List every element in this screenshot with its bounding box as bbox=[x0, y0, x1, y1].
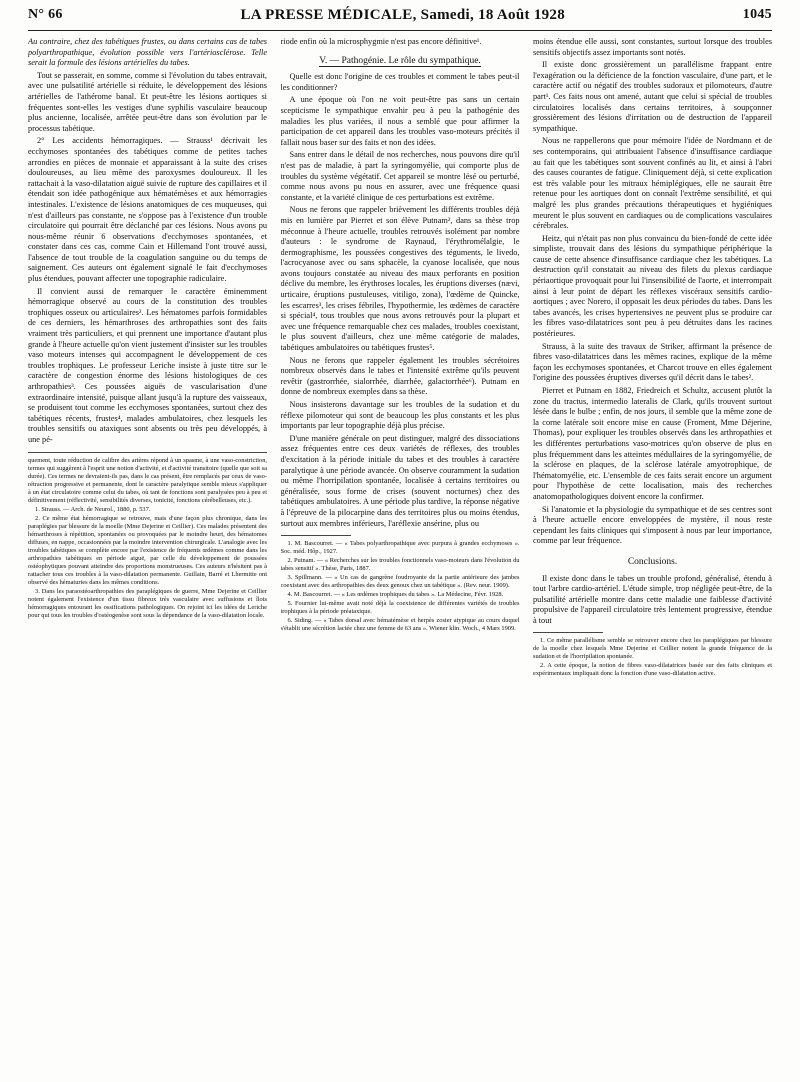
conclusions-heading: Conclusions. bbox=[627, 556, 678, 567]
paragraph: Il convient aussi de remarquer le caractère éminemment hémorragique observé au cours de la constitution des troubles trophiques osseux ou articulaires². Les hématomes parfois formidables de ces derniers, les hémarthroses des arthropathies sont des faits vraiment très particuliers, et qui prennent une importance d'autant plus grande à l'heure actuelle qu'on vient justement d'insister sur les troubles vaso moteurs intenses qui accompagnent le développement de ces troubles trophiques. Le professeur Leriche insiste à juste titre sur le caractère de congestion énorme des lésions histologiques de ces arthropathies³. Ces poussées aiguës de vascularisation d'une extraordinaire intensité, puisque allant jusqu'à la rupture des vaisseaux, se produisent tout comme les ecchymoses spontanées, surtout chez des tabétiques récents, frustes⁴, malades ambulatoires, chez lesquels les troubles sensitifs ou ataxiques sont absents ou très peu développés, à une pé- bbox=[28, 286, 267, 444]
paragraph: moins étendue elle aussi, sont constantes, surtout lorsque des troubles sensitifs objectifs assez importants sont notés. bbox=[533, 37, 772, 57]
paragraph: Nous ne rappellerons que pour mémoire l'idée de Nordmann et de ses contemporains, qui attribuaient l'absence d'insuffisance cardiaque au fait que les tabétiques sont souvent confinés au lit, et ainsi à l'abri des causes courantes de fatigue. Cliniquement déjà, si cette explication est très valable pour les mitraux hémiplégiques, elle ne saurait être retenue pour les aortiques dont on connaît l'extrême sensibilité, et qui malgré les plus grandes précautions thérapeutiques et hygiéniques meurent le plus souvent en cardiaques ou de complications vasculaires cérébrales. bbox=[533, 136, 772, 231]
intro-paragraph: Au contraire, chez des tabétiques frustes, ou dans certains cas de tabes polyarthropathique, évolution possible vers l'artériosclérose. Telle serait la formule des lésions artérielles du tabes. bbox=[28, 37, 267, 68]
section-heading-text: V. — Pathogénie. Le rôle du sympathique. bbox=[319, 55, 481, 66]
footnote: 2. A cette époque, la notion de fibres vaso-dilatatrices basée sur des faits cliniques et expérimentaux impliquait donc la fonction d'une vaso-dilatation active. bbox=[533, 662, 772, 678]
paragraph: Tout se passerait, en somme, comme si l'évolution du tabes entravait, avec une pulsatilité artérielle si réduite, le développement des lésions artérielles de l'athérome banal. Et peut-être les lésions aortiques si fréquentes sont-elles les vestiges d'une syphilis vasculaire beaucoup plus ancienne, localisée, arrêtée peut-être dans son évolution par le processus tabétique. bbox=[28, 70, 267, 133]
paragraph: Strauss, à la suite des travaux de Striker, affirmant la présence de fibres vaso-dilatatrices dans les mêmes racines, explique de la même façon les ecchymoses spontanées, et Charcot trouve en elles également l'origine des poussées éruptives diverses qu'il décrit dans le tabes². bbox=[533, 341, 772, 383]
page-number: 1045 bbox=[742, 7, 772, 22]
footnotes bbox=[281, 540, 520, 633]
paragraph: Si l'anatomie et la physiologie du sympathique et de ses centres sont à l'heure actuelle encore enveloppées de mystère, il nous reste cependant les faits cliniques qui s'imposent à nous par leur importance, comme par leur fréquence. bbox=[533, 504, 772, 546]
footnotes bbox=[28, 457, 267, 620]
footnote: 1. M. Bascourret. — « Tabes polyarthropathique avec purpura à grandes ecchymoses ». Soc. méd. Hôp., 1927. bbox=[280, 540, 520, 556]
publication-title: LA PRESSE MÉDICALE, Samedi, 18 Août 1928 bbox=[240, 6, 566, 23]
paragraph: Heitz, qui n'était pas non plus convaincu du bien-fondé de cette idée simpliste, trouvait dans des lésions du sympathique périphérique la cause de cette absence d'insuffisance cardiaque chez les tabétiques. La destruction qu'il constatait au niveau des filets du plexus cardiaque périaortique provoquait pour lui l'insensibilité de l'aorte, et interrompait ainsi à leur point de départ les réflexes viscéraux sensitifs cardio-aortiques ; avec Norero, il opposait les deux périodes du tabes. Dans les tabes avancés, les crises hypertensives ne peuvent plus se produire car les fibres vaso-dilatatrices sont peu à peu détruites dans les racines postérieures. bbox=[533, 233, 772, 339]
footnote: 5. Fournier lui-même avait noté déjà la coexistence de différentes variétés de troubles trophiques à la période préataxique. bbox=[280, 600, 520, 616]
paragraph: Nous ne ferons que rappeler également les troubles sécrétoires nombreux observés dans le tabes et l'intensité extrême qu'ils peuvent revêtir (gastrorrhée, sialorrhée, diarrhée, galactorrhée⁶). Putnam en donne de nombreux exemples dans sa thèse. bbox=[280, 355, 520, 397]
paragraph: Quelle est donc l'origine de ces troubles et comment le tabes peut-il les conditionner? bbox=[280, 72, 520, 92]
footnote: 6. Siding. — « Tabes dorsal avec hématémèse et herpès zoster atypique au cours duquel s'établit une sécrétion lactée chez une femme de 63 ans ». Wiener klin. Woch., 4 Mars 1909. bbox=[280, 617, 520, 633]
issue-number: N° 66 bbox=[28, 7, 63, 22]
paragraph: A une époque où l'on ne voit peut-être pas sans un certain scepticisme le sympathique envahir peu à peu la pathogénie des maladies les plus variées, il nous a semblé que pour affirmer la participation de cet appareil dans les troubles vaso-moteurs précités il fallait nous baser sur des faits et non des idées. bbox=[280, 95, 520, 147]
paragraph: 2° Les accidents hémorragiques. — Strauss¹ décrivait les ecchymoses spontanées des tabétiques comme de petites taches arrondies en pièces de monnaie et apparaissant à la suite des crises douloureuses, au lieu même des paroxysmes douloureux. Il les rattachait à la vaso-dilatation aiguë suivie de rupture des capillaires et il étendait son idée pathogénique aux hématémèses et aux hémorragies intestinales. L'existence de lésions anatomiques de ces muqueuses, qui n'est d'ailleurs pas constante, ne s'oppose pas à l'existence d'un trouble circulatoire qui pourrait être déclanché par ces lésions. Nous avons pu nous-même réunir 6 observations d'ecchymoses spontanées, et constater dans ces cas, comme Cain et Hillemand l'ont trouvé aussi, l'absence de tout trouble de la coagulation sanguine ou du temps de saignement. Ces auteurs ont également signalé le fait d'ecchymoses plus étendues, pouvant affecter une topographie radiculaire. bbox=[28, 136, 267, 284]
footnotes bbox=[533, 637, 772, 678]
footnote-divider bbox=[533, 632, 603, 633]
paragraph: Il existe donc grossièrement un parallélisme frappant entre l'exagération ou la déficience de la fonction vasculaire, d'une part, et le caractère actif ou négatif des troubles sudoraux et pilomoteurs, d'autre part¹. Ces faits nous ont amené, autant que celui si spécial de troubles circulatoires localisés dans certains territoires, à soupçonner grossièrement des lésions d'irritation ou de destruction de l'appareil sympathique. bbox=[533, 60, 772, 133]
page-header bbox=[28, 0, 772, 31]
paragraph: Sans entrer dans le détail de nos recherches, nous pouvons dire qu'il n'est pas de maladie, à part la syringomyélie, qui comporte plus de troubles du système végétatif. Cet appareil se montre lésé ou perturbé, comme nous avons pu nous en assurer, avec une fréquence quasi constante, et la variété clinique de ces perturbations est extrême. bbox=[280, 150, 520, 202]
article-columns bbox=[28, 37, 772, 1077]
footnote: 3. Dans les paraostéoarthropathies des paraplégiques de guerre, Mme Dejerine et Ceillier notent également l'existence d'un tissu fibreux très vasculaire avec suffusions et îlots hémorragiques entourant les ossifications pathologiques. On rejoint ici les idées de Leriche pour qui tous les troubles d'ostéogenèse sont sous la dépendance de la vaso-dilatation locale. bbox=[28, 587, 267, 619]
paragraph: D'une manière générale on peut distinguer, malgré des dissociations assez fréquentes entre ces deux variétés de réflexes, des troubles d'excitation à la période initiale du tabes et des troubles à caractère paralytique à une période avancée. On observe couramment la sudation ou même l'horripilation spontanée, localisée à certains territoires ou généralisée, sous forme de crises (souvent nocturnes) chez des tabétiques ambulatoires. A une période plus tardive, la réponse négative à l'épreuve de la pilocarpine dans des territoires plus ou moins étendus, surtout aux membres inférieurs, l'aréflexie ansérine, plus ou bbox=[280, 433, 520, 528]
footnote-divider bbox=[281, 535, 351, 536]
column-3 bbox=[533, 37, 772, 1077]
paragraph: riode enfin où la microsphygmie n'est pas encore définitive¹. bbox=[280, 37, 482, 46]
paragraph: Nous insisterons davantage sur les troubles de la sudation et du réflexe pilomoteur qui sont de beaucoup les plus constants et les plus importants par leur topographie déjà plus précise. bbox=[280, 400, 520, 431]
column-2 bbox=[281, 37, 520, 1077]
section-heading bbox=[281, 56, 520, 67]
paragraph: Nous ne ferons que rappeler brièvement les différents troubles déjà mis en lumière par Pierret et son élève Putnam², dans sa thèse trop méconnue à l'heure actuelle, troubles retrouvés isolément par nombre d'auteurs : le syndrome de Raynaud, l'érythromélalgie, le dermographisme, les poussées congestives des téguments, le livedo, l'acrocyanose avec ou sans sphacèle, la cyanose localisée, que nous avons toujours constatée au niveau des maux perforants en position déclive du membre, les érythroses locales, les éruptions diverses (nævi, urticaire, éruptions pustuleuses, vitiligo, zona), l'œdème de Quincke, les escarres³, les crises fébriles, l'hypothermie, les œdèmes de caractère si spécial⁴, tous troubles que nous avons retrouvés pour la plupart et avec une fréquence remarquable chez ces malades, troubles coexistant, le plus souvent d'ailleurs, chez une même catégorie de malades, tabétiques ambulatoires ou tabétiques frustes⁵. bbox=[280, 205, 520, 353]
footnote: quement, toute réduction de calibre des artères répond à un spasme, à une vaso-constriction, termes qui suggèrent à l'esprit une notion d'activité, et d'activité transitoire (quelle que soit sa durée). Ces termes ne devraient-ils pas, dans le cas présent, être remplacés par ceux de vaso-rétraction progressive et permanente, dont le caractère paralytique semble mieux s'appliquer à un état circulatoire comme celui du tabes, où tant de fonctions sont paralysées peu à peu et définitivement (réflectivité, sensibilités diverses, tonicité, fonctions cérébelleuses, etc.). bbox=[28, 456, 267, 504]
footnote-divider bbox=[28, 452, 267, 453]
paragraph: Pierret et Putnam en 1882, Friedreich et Schultz, accusent plutôt la zone du tractus, intermedio lateralis de Clark, qu'ils trouvent surtout lésée dans le bulbe ; enfin, de nos jours, il semble que la même zone de la corne latérale soit encore mise en cause (Froment, Mme Déjerine, Thomas), pour expliquer les troubles observés dans les arthropathies et les différentes perturbations vaso-motrices qu'on observe de plus en plus fréquemment dans les atteintes médullaires de la syringomyélie, de la sclérose en plaques, de la sclérose latérale amyotrophique, de l'hématomyélie, etc. L'ensemble de ces faits serait encore un argument pour l'hypothèse de cette localisation, mais des recherches anatomopathologiques doivent encore la confirmer. bbox=[533, 386, 772, 501]
footnote: 1. Strauss. — Arch. de Neurol., 1880, p. 537. bbox=[35, 505, 151, 513]
footnote: 2. Ce même état hémorragique se retrouve, mais d'une façon plus chronique, dans les paraplégies par blessure de la moelle (Mme Dejerine et Ceillier). Ces malades présentent des hémarthroses à répétition, spontanées ou provoquées par le moindre heurt, des hématomes diffuses, en nappe, occasionnées par la moindre intervention chirurgicale. L'analogie avec les troubles tabétiques se complète encore par l'existence de fréquents œdèmes comme dans les arthropathies tabétiques en période aiguë, par celle du développement de poussées ostéophytiques pouvant atteindre des proportions monstrueuses. Ces auteurs n'hésitent pas à rattacher tous ces troubles à la vaso-dilatation permanente. Guillain, Barré et Lhermitte ont observé des hématuries dans les mêmes conditions. bbox=[28, 514, 267, 586]
footnote: 1. Ce même parallélisme semble se retrouver encore chez les paraplégiques par blessure de la moelle chez lesquels Mme Dejerine et Ceillier notent la grande fréquence de la sudation et de l'horripilation spontanée. bbox=[533, 637, 772, 661]
paragraph: Il existe donc dans le tabes un trouble profond, généralisé, étendu à tout l'arbre cardio-artériel. L'étude simple, trop négligée peut-être, de la pulsatilité artérielle montre dans cette maladie une faiblesse d'activité propulsive de l'appareil circulatoire très lentement progressive, étendue à tout bbox=[533, 573, 772, 625]
footnote: 3. Spillmann. — « Un cas de gangrène foudroyante de la partie antérieure des jambes coexistant avec des arthropathies des deux genoux chez un tabétique ». (Rev. neur. 1909). bbox=[280, 574, 520, 590]
footnote: 2. Putnam. — « Recherches sur les troubles fonctionnels vaso-moteurs dans l'évolution du tabes sensitif ». Thèse, Paris, 1887. bbox=[280, 557, 520, 573]
footnote: 4. M. Bascourret. — « Les œdèmes trophiques du tabes ». La Médecine, Févr. 1928. bbox=[287, 591, 504, 599]
column-1 bbox=[28, 37, 267, 1077]
